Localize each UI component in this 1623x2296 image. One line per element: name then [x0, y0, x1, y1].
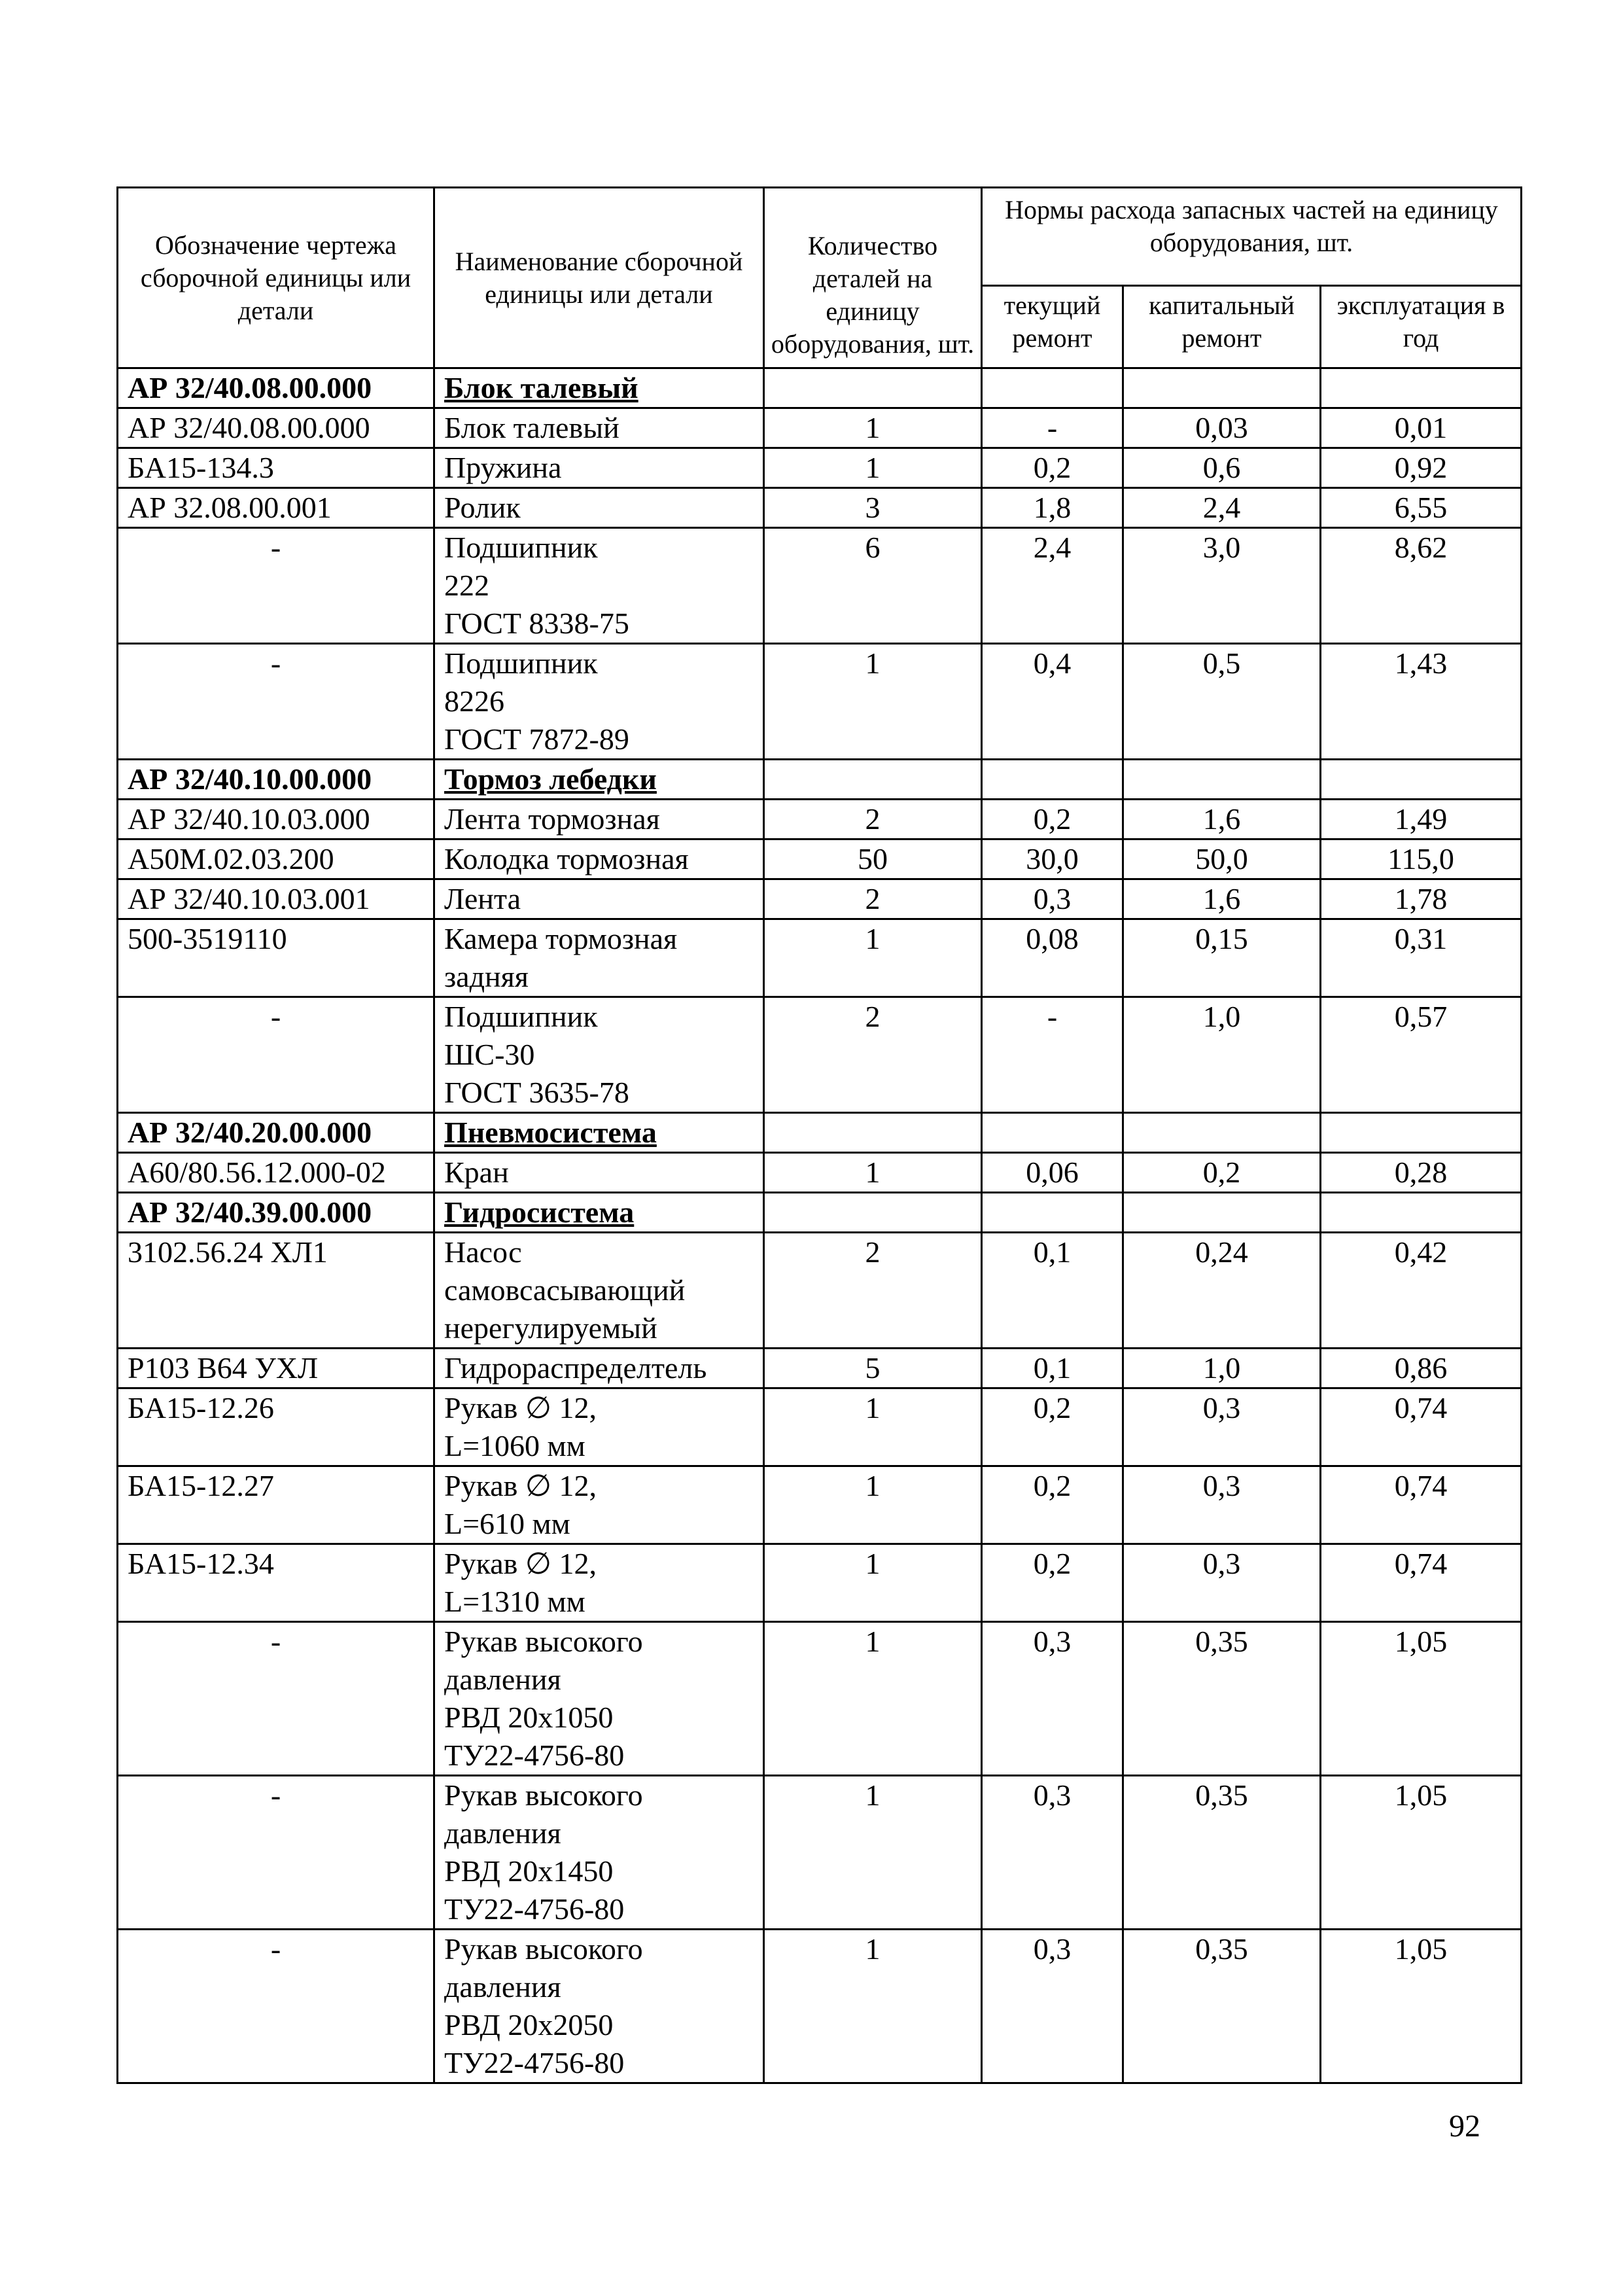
designation-cell: АР 32/40.39.00.000 [118, 1193, 434, 1233]
capital-repair-cell: 0,03 [1123, 408, 1321, 448]
operation-cell [1321, 368, 1522, 408]
name-cell: Пружина [434, 448, 764, 488]
quantity-cell: 1 [764, 1622, 982, 1776]
capital-repair-cell [1123, 368, 1321, 408]
capital-repair-cell: 0,3 [1123, 1466, 1321, 1544]
designation-cell: БА15-12.26 [118, 1388, 434, 1466]
operation-cell: 1,43 [1321, 644, 1522, 760]
name-cell: Подшипник 222 ГОСТ 8338-75 [434, 528, 764, 644]
current-repair-cell: 0,1 [982, 1233, 1123, 1349]
name-cell: Насос самовсасывающий нерегулируемый [434, 1233, 764, 1349]
name-cell: Пневмосистема [434, 1113, 764, 1153]
capital-repair-cell: 0,3 [1123, 1388, 1321, 1466]
designation-cell: А50М.02.03.200 [118, 839, 434, 879]
quantity-cell: 2 [764, 997, 982, 1113]
quantity-cell: 1 [764, 1544, 982, 1622]
group-row [118, 368, 1522, 408]
capital-repair-cell: 0,5 [1123, 644, 1321, 760]
quantity-cell: 6 [764, 528, 982, 644]
capital-repair-cell: 1,0 [1123, 997, 1321, 1113]
current-repair-cell: 0,1 [982, 1349, 1123, 1388]
capital-repair-cell: 0,24 [1123, 1233, 1321, 1349]
designation-cell: АР 32/40.10.03.001 [118, 879, 434, 919]
current-repair-cell [982, 760, 1123, 800]
table-row [118, 408, 1522, 448]
capital-repair-cell: 0,3 [1123, 1544, 1321, 1622]
operation-cell: 0,74 [1321, 1544, 1522, 1622]
table-row [118, 1466, 1522, 1544]
page-number: 92 [1449, 2109, 1480, 2144]
capital-repair-cell: 0,6 [1123, 448, 1321, 488]
capital-repair-cell: 3,0 [1123, 528, 1321, 644]
designation-cell: - [118, 997, 434, 1113]
current-repair-cell [982, 1113, 1123, 1153]
table-row [118, 1622, 1522, 1776]
capital-repair-cell: 0,35 [1123, 1622, 1321, 1776]
header-norms: Нормы расхода запасных частей на единицу оборудования, шт. [982, 188, 1522, 286]
quantity-cell [764, 760, 982, 800]
name-cell: Тормоз лебедки [434, 760, 764, 800]
table-row [118, 644, 1522, 760]
quantity-cell: 3 [764, 488, 982, 528]
header-quantity: Количество деталей на единицу оборудования, шт. [764, 188, 982, 368]
operation-cell: 0,92 [1321, 448, 1522, 488]
current-repair-cell: 0,2 [982, 448, 1123, 488]
operation-cell: 1,49 [1321, 800, 1522, 839]
capital-repair-cell: 50,0 [1123, 839, 1321, 879]
operation-cell [1321, 1193, 1522, 1233]
designation-cell: - [118, 644, 434, 760]
operation-cell: 115,0 [1321, 839, 1522, 879]
name-cell: Лента тормозная [434, 800, 764, 839]
name-cell: Рукав высокого давления РВД 20х2050 ТУ22-4756-80 [434, 1930, 764, 2083]
operation-cell: 8,62 [1321, 528, 1522, 644]
current-repair-cell: 0,06 [982, 1153, 1123, 1193]
quantity-cell: 1 [764, 1466, 982, 1544]
table-row [118, 1930, 1522, 2083]
quantity-cell: 1 [764, 1930, 982, 2083]
current-repair-cell: 0,2 [982, 1388, 1123, 1466]
quantity-cell: 1 [764, 448, 982, 488]
designation-cell: АР 32/40.08.00.000 [118, 408, 434, 448]
quantity-cell: 1 [764, 1153, 982, 1193]
current-repair-cell: 0,2 [982, 1544, 1123, 1622]
operation-cell: 1,05 [1321, 1930, 1522, 2083]
capital-repair-cell [1123, 1113, 1321, 1153]
name-cell: Камера тормозная задняя [434, 919, 764, 997]
quantity-cell: 2 [764, 879, 982, 919]
table-row [118, 1776, 1522, 1930]
current-repair-cell: 2,4 [982, 528, 1123, 644]
table-row [118, 1153, 1522, 1193]
table-row [118, 528, 1522, 644]
table-row [118, 800, 1522, 839]
name-cell: Рукав ∅ 12, L=1310 мм [434, 1544, 764, 1622]
quantity-cell: 1 [764, 644, 982, 760]
current-repair-cell [982, 368, 1123, 408]
operation-cell: 0,42 [1321, 1233, 1522, 1349]
table-row [118, 488, 1522, 528]
name-cell: Подшипник 8226 ГОСТ 7872-89 [434, 644, 764, 760]
table-row [118, 1388, 1522, 1466]
current-repair-cell: 0,08 [982, 919, 1123, 997]
table-header [118, 188, 1522, 368]
name-cell: Гидросистема [434, 1193, 764, 1233]
quantity-cell: 1 [764, 1388, 982, 1466]
capital-repair-cell: 1,0 [1123, 1349, 1321, 1388]
current-repair-cell: 0,4 [982, 644, 1123, 760]
header-operation: эксплуатация в год [1321, 286, 1522, 368]
current-repair-cell: 0,3 [982, 1776, 1123, 1930]
header-current-repair: текущий ремонт [982, 286, 1123, 368]
operation-cell: 0,74 [1321, 1388, 1522, 1466]
capital-repair-cell: 0,15 [1123, 919, 1321, 997]
designation-cell: АР 32/40.10.03.000 [118, 800, 434, 839]
designation-cell: БА15-134.3 [118, 448, 434, 488]
quantity-cell: 1 [764, 919, 982, 997]
capital-repair-cell: 0,35 [1123, 1930, 1321, 2083]
designation-cell: Р103 В64 УХЛ [118, 1349, 434, 1388]
name-cell: Рукав ∅ 12, L=610 мм [434, 1466, 764, 1544]
designation-cell: БА15-12.27 [118, 1466, 434, 1544]
header-designation: Обозначение чертежа сборочной единицы или детали [118, 188, 434, 368]
name-cell: Блок талевый [434, 408, 764, 448]
table-row [118, 919, 1522, 997]
operation-cell: 6,55 [1321, 488, 1522, 528]
table-row [118, 1233, 1522, 1349]
quantity-cell [764, 1113, 982, 1153]
operation-cell: 0,86 [1321, 1349, 1522, 1388]
designation-cell: 3102.56.24 ХЛ1 [118, 1233, 434, 1349]
table-row [118, 839, 1522, 879]
group-row [118, 1113, 1522, 1153]
name-cell: Лента [434, 879, 764, 919]
current-repair-cell: 0,3 [982, 879, 1123, 919]
quantity-cell: 1 [764, 1776, 982, 1930]
designation-cell: АР 32/40.08.00.000 [118, 368, 434, 408]
designation-cell: 500-3519110 [118, 919, 434, 997]
name-cell: Кран [434, 1153, 764, 1193]
operation-cell: 0,74 [1321, 1466, 1522, 1544]
table-row [118, 448, 1522, 488]
current-repair-cell: 0,3 [982, 1622, 1123, 1776]
designation-cell: АР 32/40.10.00.000 [118, 760, 434, 800]
capital-repair-cell [1123, 760, 1321, 800]
operation-cell: 0,31 [1321, 919, 1522, 997]
name-cell: Подшипник ШС-30 ГОСТ 3635-78 [434, 997, 764, 1113]
table-row [118, 879, 1522, 919]
name-cell: Ролик [434, 488, 764, 528]
current-repair-cell: 0,2 [982, 1466, 1123, 1544]
table-row [118, 1349, 1522, 1388]
capital-repair-cell: 0,2 [1123, 1153, 1321, 1193]
name-cell: Гидрораспределтель [434, 1349, 764, 1388]
current-repair-cell [982, 1193, 1123, 1233]
designation-cell: БА15-12.34 [118, 1544, 434, 1622]
table-row [118, 997, 1522, 1113]
group-row [118, 1193, 1522, 1233]
current-repair-cell: 1,8 [982, 488, 1123, 528]
designation-cell: - [118, 1776, 434, 1930]
quantity-cell: 50 [764, 839, 982, 879]
operation-cell: 1,05 [1321, 1622, 1522, 1776]
capital-repair-cell: 0,35 [1123, 1776, 1321, 1930]
operation-cell: 0,28 [1321, 1153, 1522, 1193]
name-cell: Рукав высокого давления РВД 20х1050 ТУ22-4756-80 [434, 1622, 764, 1776]
designation-cell: А60/80.56.12.000-02 [118, 1153, 434, 1193]
quantity-cell: 5 [764, 1349, 982, 1388]
capital-repair-cell: 1,6 [1123, 800, 1321, 839]
capital-repair-cell [1123, 1193, 1321, 1233]
quantity-cell [764, 368, 982, 408]
current-repair-cell: - [982, 408, 1123, 448]
designation-cell: - [118, 528, 434, 644]
capital-repair-cell: 1,6 [1123, 879, 1321, 919]
current-repair-cell: - [982, 997, 1123, 1113]
current-repair-cell: 0,2 [982, 800, 1123, 839]
name-cell: Колодка тормозная [434, 839, 764, 879]
table-body [118, 368, 1522, 2083]
quantity-cell: 2 [764, 1233, 982, 1349]
operation-cell [1321, 1113, 1522, 1153]
operation-cell: 1,05 [1321, 1776, 1522, 1930]
designation-cell: АР 32.08.00.001 [118, 488, 434, 528]
spare-parts-table [116, 186, 1522, 2084]
header-name: Наименование сборочной единицы или детали [434, 188, 764, 368]
operation-cell: 0,01 [1321, 408, 1522, 448]
operation-cell: 0,57 [1321, 997, 1522, 1113]
designation-cell: - [118, 1622, 434, 1776]
quantity-cell: 2 [764, 800, 982, 839]
name-cell: Рукав ∅ 12, L=1060 мм [434, 1388, 764, 1466]
current-repair-cell: 0,3 [982, 1930, 1123, 2083]
name-cell: Блок талевый [434, 368, 764, 408]
header-capital-repair: капитальный ремонт [1123, 286, 1321, 368]
capital-repair-cell: 2,4 [1123, 488, 1321, 528]
designation-cell: - [118, 1930, 434, 2083]
table-row [118, 1544, 1522, 1622]
quantity-cell: 1 [764, 408, 982, 448]
quantity-cell [764, 1193, 982, 1233]
designation-cell: АР 32/40.20.00.000 [118, 1113, 434, 1153]
name-cell: Рукав высокого давления РВД 20х1450 ТУ22-4756-80 [434, 1776, 764, 1930]
operation-cell [1321, 760, 1522, 800]
current-repair-cell: 30,0 [982, 839, 1123, 879]
group-row [118, 760, 1522, 800]
operation-cell: 1,78 [1321, 879, 1522, 919]
